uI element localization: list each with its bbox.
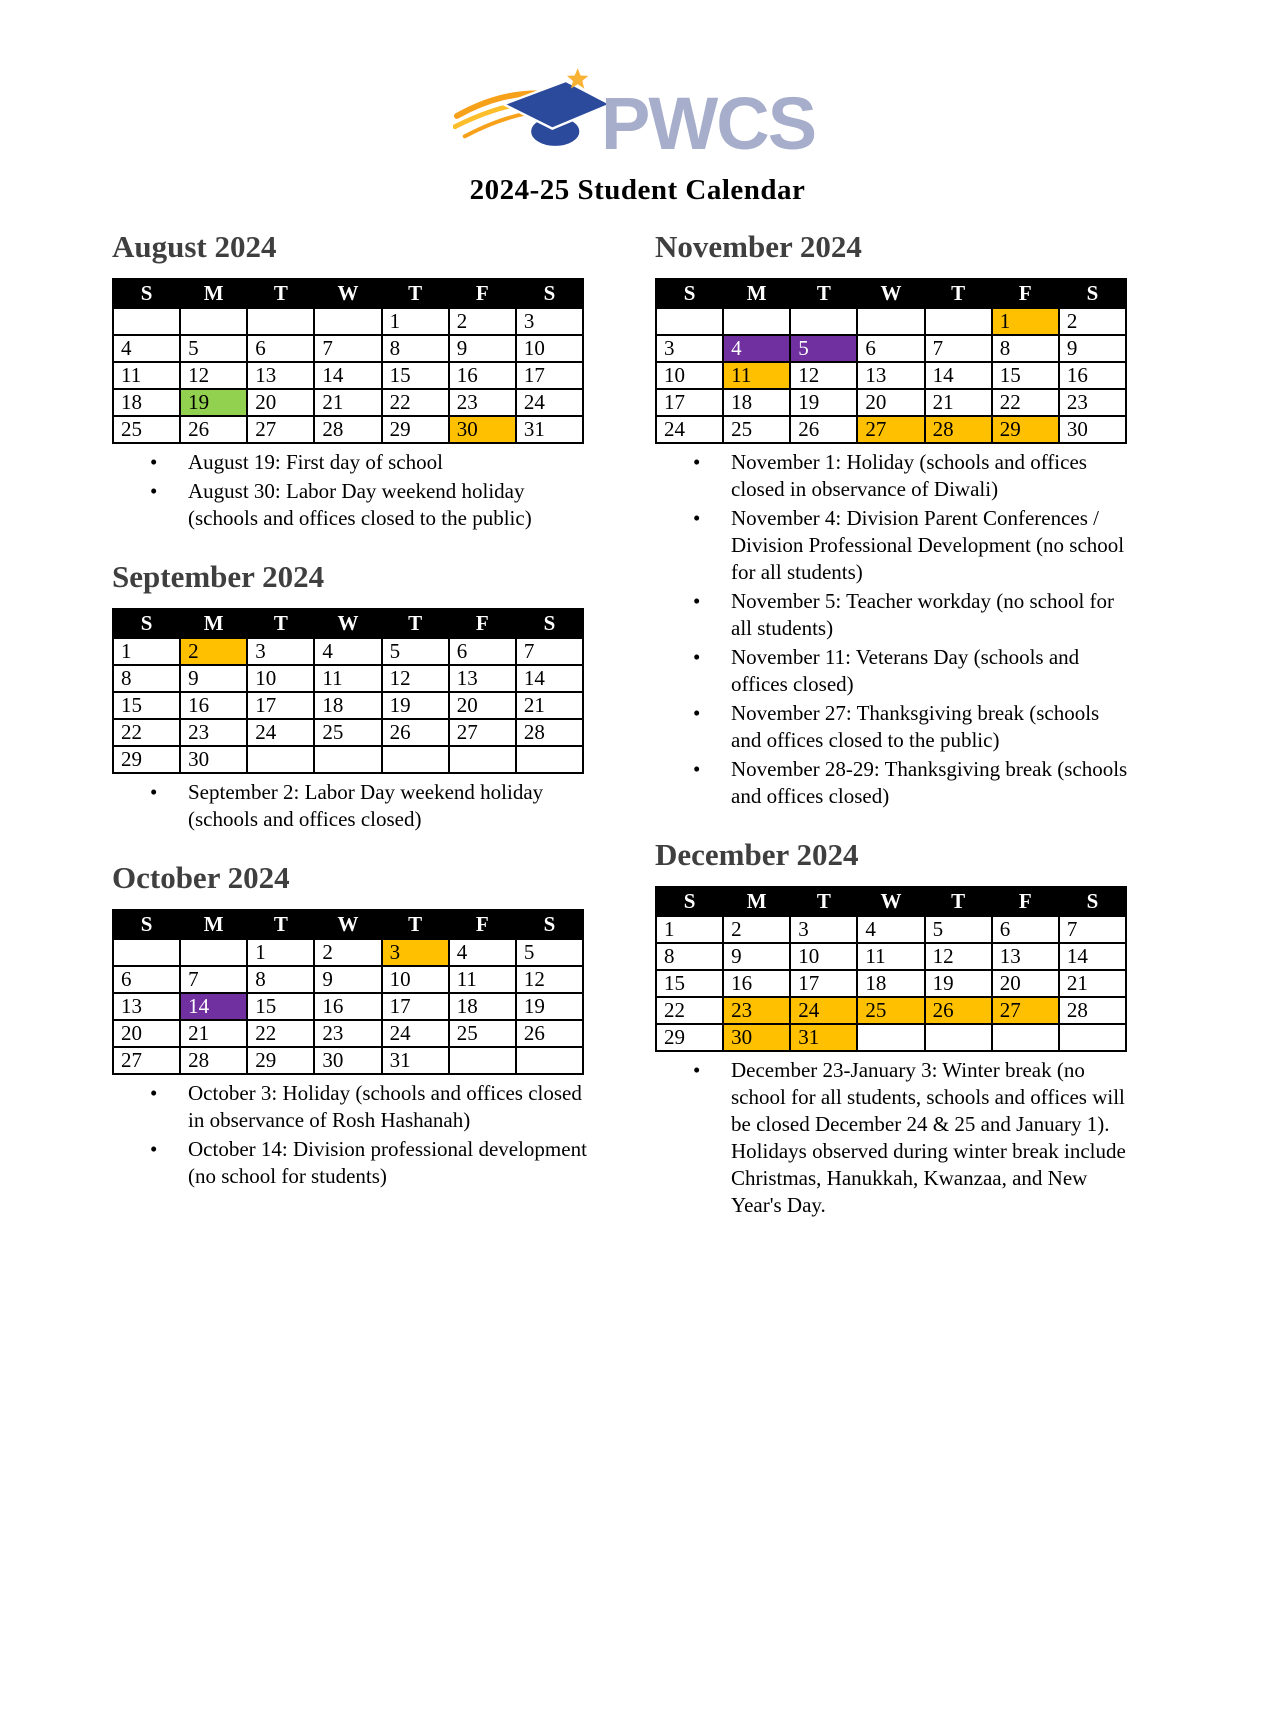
day-cell: 22 [113,719,180,746]
empty-day-cell [449,746,516,773]
week-row [113,308,583,335]
day-cell: 26 [790,416,857,443]
day-cell: 9 [314,966,381,993]
calendar-note: • August 30: Labor Day weekend holiday (schools and offices closed to the public) [112,478,588,532]
day-cell: 5 [925,916,992,943]
empty-day-cell [516,746,583,773]
month-heading: December 2024 [655,837,859,872]
empty-day-cell [857,308,924,335]
weekday-header: M [180,279,247,308]
empty-day-cell [180,939,247,966]
empty-day-cell [1059,1024,1126,1051]
day-cell: 5 [516,939,583,966]
day-cell: 25 [723,416,790,443]
day-cell: 1 [992,308,1059,335]
day-cell: 16 [1059,362,1126,389]
calendar-note: • October 3: Holiday (schools and offices closed in observance of Rosh Hashanah) [112,1080,588,1134]
day-cell: 13 [113,993,180,1020]
day-cell: 3 [516,308,583,335]
day-cell: 8 [382,335,449,362]
weekday-header: M [180,609,247,638]
day-cell: 19 [790,389,857,416]
day-cell: 24 [516,389,583,416]
page-header [0,66,1275,207]
empty-day-cell [314,746,381,773]
weekday-header: S [516,279,583,308]
pwcs-logo [453,66,823,162]
day-cell: 31 [382,1047,449,1074]
day-cell: 24 [790,997,857,1024]
weekday-header: S [113,910,180,939]
day-cell: 29 [247,1047,314,1074]
week-row [656,1024,1126,1051]
day-cell: 29 [992,416,1059,443]
calendar-note: • November 28-29: Thanksgiving break (schools and offices closed) [655,756,1131,810]
calendar-table [655,886,1127,1052]
day-cell: 6 [857,335,924,362]
day-cell: 30 [449,416,516,443]
day-cell: 11 [449,966,516,993]
weekday-header: S [113,609,180,638]
day-cell: 16 [449,362,516,389]
month-notes [112,449,584,532]
calendar-table [655,278,1127,444]
day-cell: 12 [925,943,992,970]
day-cell: 18 [723,389,790,416]
empty-day-cell [925,1024,992,1051]
week-row [113,939,583,966]
day-cell: 23 [1059,389,1126,416]
day-cell: 1 [113,638,180,665]
week-row [656,389,1126,416]
day-cell: 12 [516,966,583,993]
day-cell: 3 [656,335,723,362]
empty-day-cell [247,746,314,773]
weekday-header-row [656,279,1126,308]
day-cell: 24 [247,719,314,746]
weekday-header: T [382,609,449,638]
day-cell: 2 [1059,308,1126,335]
day-cell: 29 [656,1024,723,1051]
day-cell: 4 [723,335,790,362]
empty-day-cell [516,1047,583,1074]
calendar-note: • August 19: First day of school [112,449,588,476]
month-heading: September 2024 [112,559,325,594]
empty-day-cell [449,1047,516,1074]
day-cell: 6 [992,916,1059,943]
day-cell: 16 [180,692,247,719]
weekday-header: W [314,279,381,308]
day-cell: 28 [1059,997,1126,1024]
day-cell: 6 [113,966,180,993]
weekday-header: F [449,910,516,939]
month-notes [112,779,584,833]
weekday-header: T [790,887,857,916]
day-cell: 30 [314,1047,381,1074]
day-cell: 9 [1059,335,1126,362]
weekday-header: W [314,910,381,939]
day-cell: 15 [382,362,449,389]
weekday-header: S [1059,887,1126,916]
day-cell: 3 [382,939,449,966]
day-cell: 1 [656,916,723,943]
day-cell: 31 [790,1024,857,1051]
weekday-header-row [113,609,583,638]
day-cell: 18 [857,970,924,997]
day-cell: 13 [992,943,1059,970]
weekday-header: M [723,887,790,916]
calendar-note: • December 23-January 3: Winter break (no school for all students, schools and offices will be closed December 24 & 25 and January 1). Holidays observed during winter break include Christmas, Hanukkah, Kwanzaa, and New Year's Day. [655,1057,1131,1219]
day-cell: 12 [180,362,247,389]
weekday-header: T [925,279,992,308]
day-cell: 6 [247,335,314,362]
month-notes [655,1057,1127,1219]
week-row [113,335,583,362]
day-cell: 13 [247,362,314,389]
day-cell: 8 [656,943,723,970]
day-cell: 21 [925,389,992,416]
weekday-header-row [656,887,1126,916]
weekday-header: W [857,887,924,916]
day-cell: 30 [1059,416,1126,443]
day-cell: 25 [113,416,180,443]
week-row [656,335,1126,362]
day-cell: 26 [516,1020,583,1047]
day-cell: 10 [656,362,723,389]
day-cell: 16 [314,993,381,1020]
weekday-header: F [449,279,516,308]
day-cell: 13 [857,362,924,389]
calendar-note: • November 27: Thanksgiving break (schools and offices closed to the public) [655,700,1131,754]
empty-day-cell [314,308,381,335]
week-row [656,970,1126,997]
empty-day-cell [113,939,180,966]
week-row [113,362,583,389]
week-row [113,719,583,746]
day-cell: 21 [1059,970,1126,997]
empty-day-cell [857,1024,924,1051]
calendar-table [112,909,584,1075]
day-cell: 8 [247,966,314,993]
day-cell: 22 [247,1020,314,1047]
day-cell: 13 [449,665,516,692]
day-cell: 24 [656,416,723,443]
month-notes [655,449,1127,810]
day-cell: 27 [247,416,314,443]
empty-day-cell [113,308,180,335]
day-cell: 19 [180,389,247,416]
day-cell: 26 [180,416,247,443]
day-cell: 7 [180,966,247,993]
weekday-header: S [516,910,583,939]
weekday-header: T [382,910,449,939]
weekday-header: S [1059,279,1126,308]
day-cell: 29 [382,416,449,443]
day-cell: 31 [516,416,583,443]
weekday-header: T [925,887,992,916]
day-cell: 4 [314,638,381,665]
empty-day-cell [656,308,723,335]
empty-day-cell [925,308,992,335]
day-cell: 4 [449,939,516,966]
day-cell: 17 [382,993,449,1020]
week-row [656,916,1126,943]
empty-day-cell [382,746,449,773]
calendar-note: • November 1: Holiday (schools and offices closed in observance of Diwali) [655,449,1131,503]
logo-text: PWCS [600,82,815,162]
week-row [113,1020,583,1047]
day-cell: 7 [516,638,583,665]
day-cell: 20 [247,389,314,416]
empty-day-cell [790,308,857,335]
weekday-header: W [314,609,381,638]
day-cell: 20 [449,692,516,719]
day-cell: 10 [382,966,449,993]
day-cell: 17 [516,362,583,389]
day-cell: 22 [382,389,449,416]
empty-day-cell [723,308,790,335]
day-cell: 15 [992,362,1059,389]
day-cell: 14 [516,665,583,692]
week-row [113,746,583,773]
day-cell: 15 [656,970,723,997]
weekday-header: T [382,279,449,308]
day-cell: 17 [247,692,314,719]
day-cell: 14 [925,362,992,389]
empty-day-cell [992,1024,1059,1051]
week-row [656,362,1126,389]
day-cell: 23 [180,719,247,746]
calendar-note: • October 14: Division professional development (no school for students) [112,1136,588,1190]
day-cell: 25 [449,1020,516,1047]
weekday-header: F [992,887,1059,916]
month-september-2024 [112,559,584,833]
weekday-header: F [992,279,1059,308]
day-cell: 26 [925,997,992,1024]
day-cell: 27 [113,1047,180,1074]
weekday-header: S [656,279,723,308]
day-cell: 16 [723,970,790,997]
month-october-2024 [112,860,587,1190]
day-cell: 22 [992,389,1059,416]
weekday-header: S [656,887,723,916]
day-cell: 27 [449,719,516,746]
month-heading: November 2024 [655,229,862,264]
day-cell: 5 [180,335,247,362]
week-row [113,1047,583,1074]
weekday-header: T [247,910,314,939]
weekday-header: T [247,279,314,308]
weekday-header-row [113,279,583,308]
week-row [656,308,1126,335]
day-cell: 14 [314,362,381,389]
month-november-2024 [655,229,1127,810]
weekday-header: T [247,609,314,638]
day-cell: 1 [247,939,314,966]
week-row [113,416,583,443]
month-august-2024 [112,229,584,532]
week-row [113,993,583,1020]
day-cell: 23 [723,997,790,1024]
day-cell: 15 [113,692,180,719]
calendar-table [112,278,584,444]
day-cell: 19 [925,970,992,997]
week-row [113,389,583,416]
day-cell: 19 [382,692,449,719]
weekday-header: S [113,279,180,308]
day-cell: 2 [180,638,247,665]
empty-day-cell [247,308,314,335]
weekday-header: T [790,279,857,308]
day-cell: 14 [180,993,247,1020]
week-row [113,966,583,993]
day-cell: 28 [314,416,381,443]
day-cell: 18 [113,389,180,416]
day-cell: 24 [382,1020,449,1047]
day-cell: 18 [449,993,516,1020]
day-cell: 10 [790,943,857,970]
day-cell: 8 [992,335,1059,362]
calendar-columns [0,229,1275,1246]
day-cell: 23 [449,389,516,416]
weekday-header-row [113,910,583,939]
calendar-page [0,66,1275,1246]
day-cell: 20 [857,389,924,416]
month-december-2024 [655,837,1127,1219]
page-title: 2024-25 Student Calendar [469,174,806,206]
month-heading: October 2024 [112,860,290,895]
day-cell: 29 [113,746,180,773]
day-cell: 7 [1059,916,1126,943]
day-cell: 11 [857,943,924,970]
day-cell: 9 [449,335,516,362]
day-cell: 8 [113,665,180,692]
day-cell: 17 [656,389,723,416]
day-cell: 14 [1059,943,1126,970]
day-cell: 1 [382,308,449,335]
day-cell: 5 [382,638,449,665]
empty-day-cell [180,308,247,335]
calendar-note: • November 4: Division Parent Conferences / Division Professional Development (no school for all students) [655,505,1131,586]
day-cell: 3 [790,916,857,943]
day-cell: 27 [857,416,924,443]
day-cell: 21 [314,389,381,416]
day-cell: 30 [723,1024,790,1051]
day-cell: 10 [516,335,583,362]
calendar-note: • November 5: Teacher workday (no school for all students) [655,588,1131,642]
right-column [655,229,1127,1246]
day-cell: 7 [925,335,992,362]
day-cell: 25 [314,719,381,746]
day-cell: 11 [723,362,790,389]
weekday-header: W [857,279,924,308]
day-cell: 25 [857,997,924,1024]
day-cell: 19 [516,993,583,1020]
week-row [113,665,583,692]
weekday-header: S [516,609,583,638]
calendar-note: • September 2: Labor Day weekend holiday (schools and offices closed) [112,779,588,833]
day-cell: 22 [656,997,723,1024]
day-cell: 11 [314,665,381,692]
day-cell: 2 [314,939,381,966]
day-cell: 21 [180,1020,247,1047]
day-cell: 26 [382,719,449,746]
week-row [656,416,1126,443]
day-cell: 6 [449,638,516,665]
day-cell: 27 [992,997,1059,1024]
day-cell: 30 [180,746,247,773]
day-cell: 18 [314,692,381,719]
day-cell: 2 [723,916,790,943]
day-cell: 20 [992,970,1059,997]
day-cell: 3 [247,638,314,665]
weekday-header: F [449,609,516,638]
day-cell: 4 [113,335,180,362]
day-cell: 28 [516,719,583,746]
day-cell: 4 [857,916,924,943]
day-cell: 17 [790,970,857,997]
month-notes [112,1080,587,1190]
week-row [113,692,583,719]
day-cell: 21 [516,692,583,719]
day-cell: 28 [180,1047,247,1074]
day-cell: 9 [180,665,247,692]
month-heading: August 2024 [112,229,277,264]
week-row [113,638,583,665]
day-cell: 20 [113,1020,180,1047]
week-row [656,943,1126,970]
day-cell: 5 [790,335,857,362]
day-cell: 7 [314,335,381,362]
day-cell: 11 [113,362,180,389]
day-cell: 23 [314,1020,381,1047]
calendar-note: • November 11: Veterans Day (schools and offices closed) [655,644,1131,698]
day-cell: 2 [449,308,516,335]
calendar-table [112,608,584,774]
day-cell: 15 [247,993,314,1020]
weekday-header: M [723,279,790,308]
day-cell: 10 [247,665,314,692]
day-cell: 12 [382,665,449,692]
weekday-header: M [180,910,247,939]
left-column [112,229,587,1246]
day-cell: 9 [723,943,790,970]
day-cell: 28 [925,416,992,443]
week-row [656,997,1126,1024]
day-cell: 12 [790,362,857,389]
